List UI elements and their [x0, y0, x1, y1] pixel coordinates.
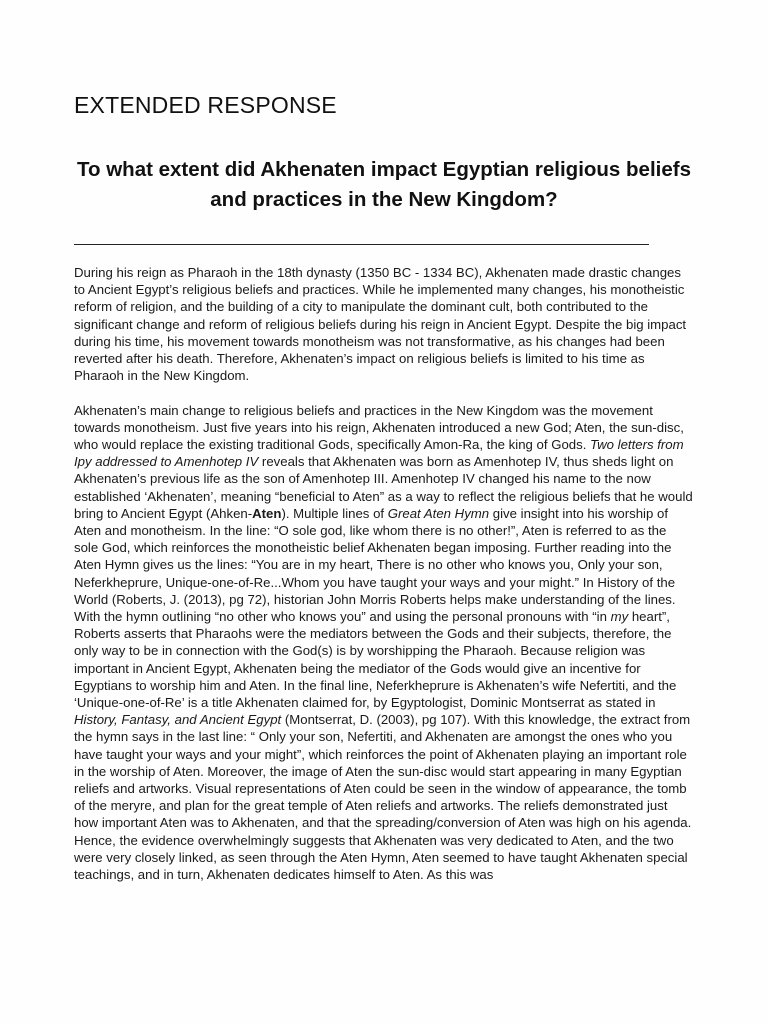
horizontal-rule [74, 244, 649, 245]
paragraph-introduction: During his reign as Pharaoh in the 18th dynasty (1350 BC - 1334 BC), Akhenaten made drastic changes to Ancient Egypt’s religious beliefs and practices. While he implemented many changes, his monotheistic reform of religion, and the building of a city to manipulate the dominant cult, both contributed to the significant change and reform of religious beliefs during his reign in Ancient Egypt. Despite the big impact during his time, his movement towards monotheism was not transformative, as his changes had been reverted after his death. Therefore, Akhenaten’s impact on religious beliefs is limited to his time as Pharaoh in the New Kingdom. [74, 265, 687, 384]
emphasis-my: my [610, 609, 629, 625]
source-title: History, Fantasy, and Ancient Egypt [74, 712, 282, 728]
paragraph-text: (Montserrat, D. (2003), pg 107). With this knowledge, the extract from the hymn says in the last line: “ Only your son, Nefertiti, and Akhenaten are amongst the ones who you have taught your ways and your might”, which reinforces the point of Akhenaten playing an important role in the worship of Aten. Moreover, the image of Aten the sun-disc would start appearing in many Egyptian reliefs and artworks. Visual representations of Aten could be seen in the window of appearance, the tomb of the meryre, and plan for the great temple of Aten reliefs and artworks. The reliefs demonstrated just how important Aten was to Akhenaten, and that the spreading/conversion of Aten was high on his agenda. Hence, the evidence overwhelmingly suggests that Akhenaten was very dedicated to Aten, and the two were very closely linked, as seen through the Aten Hymn, Aten seemed to have taught Akhenaten special teachings, and in turn, Akhenaten dedicates himself to Aten. As this was [74, 712, 692, 883]
paragraph-text: reveals that Akhenaten was born as Amenhotep IV, thus sheds light on Akhenaten’s previous life as the son of Amenhotep III. Amenhotep IV changed his name to the now established ‘Akhenaten’, meaning “beneficial to Aten” as a way to reflect the religious beliefs that he would bring to Ancient Egypt (Ahken- [74, 454, 693, 521]
document-heading: EXTENDED RESPONSE [74, 92, 337, 118]
paragraph-text: heart”, Roberts asserts that Pharaohs were the mediators between the Gods and their subjects, therefore, the only way to be in connection with the God(s) is by worshipping the Pharaoh. Because religion was important in Ancient Egypt, Akhenaten being the mediator of the Gods would give an incentive for Egyptians to worship him and Aten. In the final line, Neferkheprure is Akhenaten’s wife Nefertiti, and the ‘Unique-one-of-Re’ is a title Akhenaten claimed for, by Egyptologist, Dominic Montserrat as stated in [74, 609, 677, 711]
essay-body [74, 264, 694, 900]
paragraph-text: Akhenaten’s main change to religious beliefs and practices in the New Kingdom was the movement towards monotheism. Just five years into his reign, Akhenaten introduced a new God; Aten, the sun-disc, who would replace the existing traditional Gods, specifically Amon-Ra, the king of Gods. [74, 402, 684, 453]
essay-question: To what extent did Akhenaten impact Egyptian religious beliefs and practices in the New Kingdom? [77, 158, 691, 211]
paragraph-text: ). Multiple lines of [281, 505, 388, 521]
emphasis-aten: Aten [252, 505, 282, 521]
source-title: Two letters from Ipy addressed to Amenhotep IV [74, 437, 684, 470]
source-title: Great Aten Hymn [387, 505, 490, 521]
paragraph-monotheism [74, 402, 694, 884]
paragraph-text: give insight into his worship of Aten and monotheism. In the line: “O sole god, like whom there is no other!”, Aten is referred to as the sole God, which reinforces the monotheistic belief Akhenaten began imposing. Further reading into the Aten Hymn gives us the lines: “You are in my heart, There is no other who knows you, Only your son, Neferkheprure, Unique-one-of-Re...Whom you have taught your ways and your might.” In History of the World (Roberts, J. (2013), pg 72), historian John Morris Roberts helps make understanding of the lines. With the hymn outlining “no other who knows you” and using the personal pronouns with “in [74, 505, 676, 625]
